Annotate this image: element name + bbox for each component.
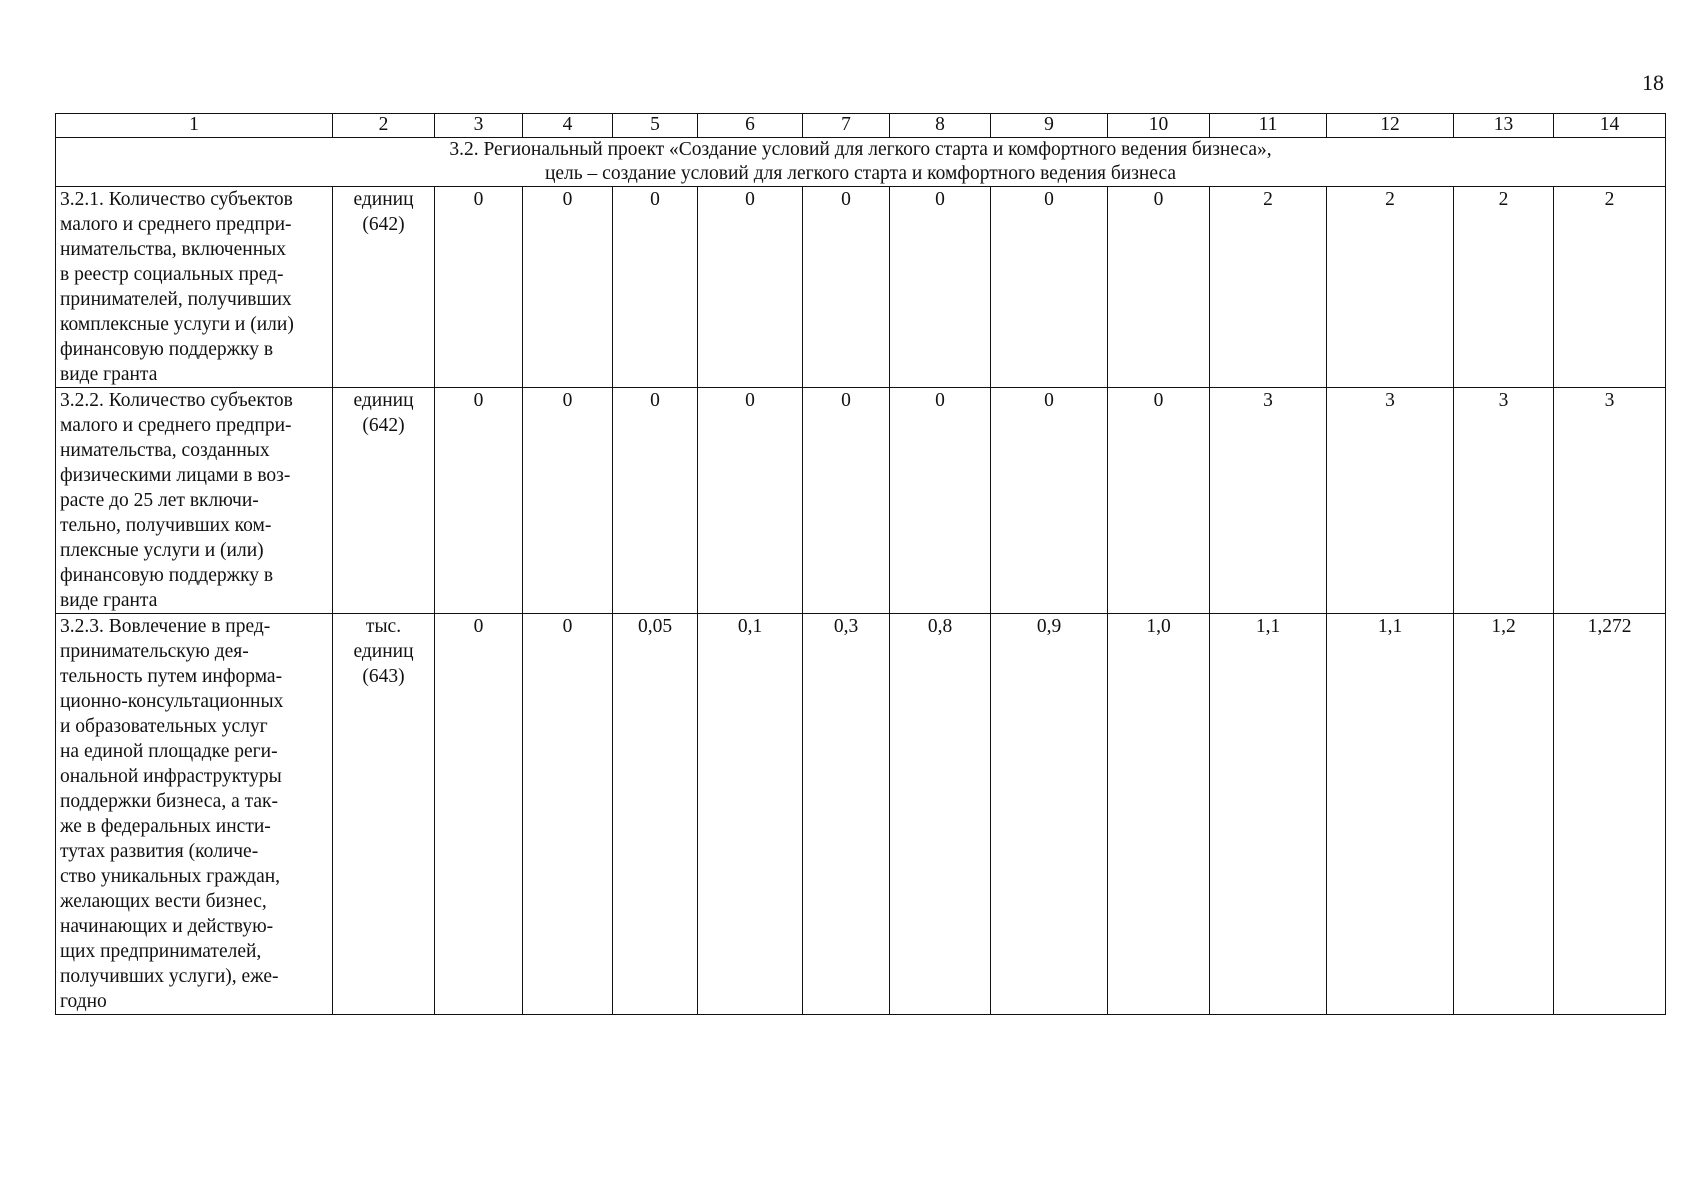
column-number: 9 (991, 114, 1108, 138)
indicator-unit: единиц (642) (333, 388, 435, 614)
column-number: 2 (333, 114, 435, 138)
indicator-value: 1,1 (1210, 614, 1327, 1015)
section-heading-line: 3.2. Региональный проект «Создание условий для легкого старта и комфортного ведения бизнеса», (449, 139, 1272, 160)
indicator-value: 0 (803, 388, 890, 614)
column-number: 1 (56, 114, 333, 138)
column-number: 4 (523, 114, 613, 138)
indicator-value: 1,0 (1108, 614, 1210, 1015)
indicator-value: 0 (1108, 187, 1210, 388)
indicator-value: 1,1 (1327, 614, 1454, 1015)
section-row (56, 138, 1666, 187)
indicator-value: 0 (435, 187, 523, 388)
indicator-value: 0 (698, 187, 803, 388)
indicator-value: 0 (1108, 388, 1210, 614)
indicator-value: 2 (1554, 187, 1666, 388)
indicator-value: 2 (1327, 187, 1454, 388)
column-number: 10 (1108, 114, 1210, 138)
indicator-value: 0 (613, 187, 698, 388)
indicator-value: 0 (890, 187, 991, 388)
indicator-value: 3 (1210, 388, 1327, 614)
indicator-value: 0 (523, 187, 613, 388)
indicator-name: 3.2.2. Количество субъектов малого и среднего предпри- нимательства, созданных физическими лицами в воз- расте до 25 лет включи- тельно, получивших ком- плексные услуги и (или) финансовую поддержку в виде гранта (56, 388, 333, 614)
column-number: 5 (613, 114, 698, 138)
column-number: 11 (1210, 114, 1327, 138)
indicator-value: 2 (1454, 187, 1554, 388)
indicator-value: 0 (435, 388, 523, 614)
column-number: 3 (435, 114, 523, 138)
column-number: 13 (1454, 114, 1554, 138)
indicator-value: 0 (523, 388, 613, 614)
column-number: 8 (890, 114, 991, 138)
column-number: 14 (1554, 114, 1666, 138)
column-number: 7 (803, 114, 890, 138)
indicator-value: 0 (435, 614, 523, 1015)
column-number-row (56, 114, 1666, 138)
indicator-value: 0 (698, 388, 803, 614)
indicator-value: 0,9 (991, 614, 1108, 1015)
page-number: 18 (1642, 70, 1664, 95)
indicator-name: 3.2.1. Количество субъектов малого и среднего предпри- нимательства, включенных в реестр социальных пред- принимателей, получивших комплексные услуги и (или) финансовую поддержку в виде гранта (56, 187, 333, 388)
indicator-value: 3 (1454, 388, 1554, 614)
indicator-value: 0 (523, 614, 613, 1015)
indicator-value: 3 (1327, 388, 1454, 614)
indicator-value: 0,05 (613, 614, 698, 1015)
table-row (56, 187, 1666, 388)
indicator-value: 0 (991, 388, 1108, 614)
column-number: 6 (698, 114, 803, 138)
indicator-value: 0 (803, 187, 890, 388)
indicator-value: 0,3 (803, 614, 890, 1015)
indicator-value: 0,1 (698, 614, 803, 1015)
indicator-value: 0 (890, 388, 991, 614)
indicator-value: 2 (1210, 187, 1327, 388)
section-heading (56, 138, 1666, 187)
indicator-value: 3 (1554, 388, 1666, 614)
table-row (56, 388, 1666, 614)
indicator-value: 1,272 (1554, 614, 1666, 1015)
indicator-unit: тыс. единиц (643) (333, 614, 435, 1015)
indicator-value: 0 (991, 187, 1108, 388)
indicators-table (55, 113, 1666, 1015)
column-number: 12 (1327, 114, 1454, 138)
section-heading-line: цель – создание условий для легкого старта и комфортного ведения бизнеса (544, 163, 1177, 184)
indicator-unit: единиц (642) (333, 187, 435, 388)
table-row (56, 614, 1666, 1015)
indicator-value: 0 (613, 388, 698, 614)
indicator-name: 3.2.3. Вовлечение в пред- принимательскую дея- тельность путем информа- ционно-консультационных и образовательных услуг на единой площадке реги- ональной инфраструктуры поддержки бизнеса, а так- же в федеральных инсти- тутах развития (количе- ство уникальных граждан, желающих вести бизнес, начинающих и действую- щих предпринимателей, получивших услуги), еже- годно (56, 614, 333, 1015)
indicator-value: 1,2 (1454, 614, 1554, 1015)
indicator-value: 0,8 (890, 614, 991, 1015)
